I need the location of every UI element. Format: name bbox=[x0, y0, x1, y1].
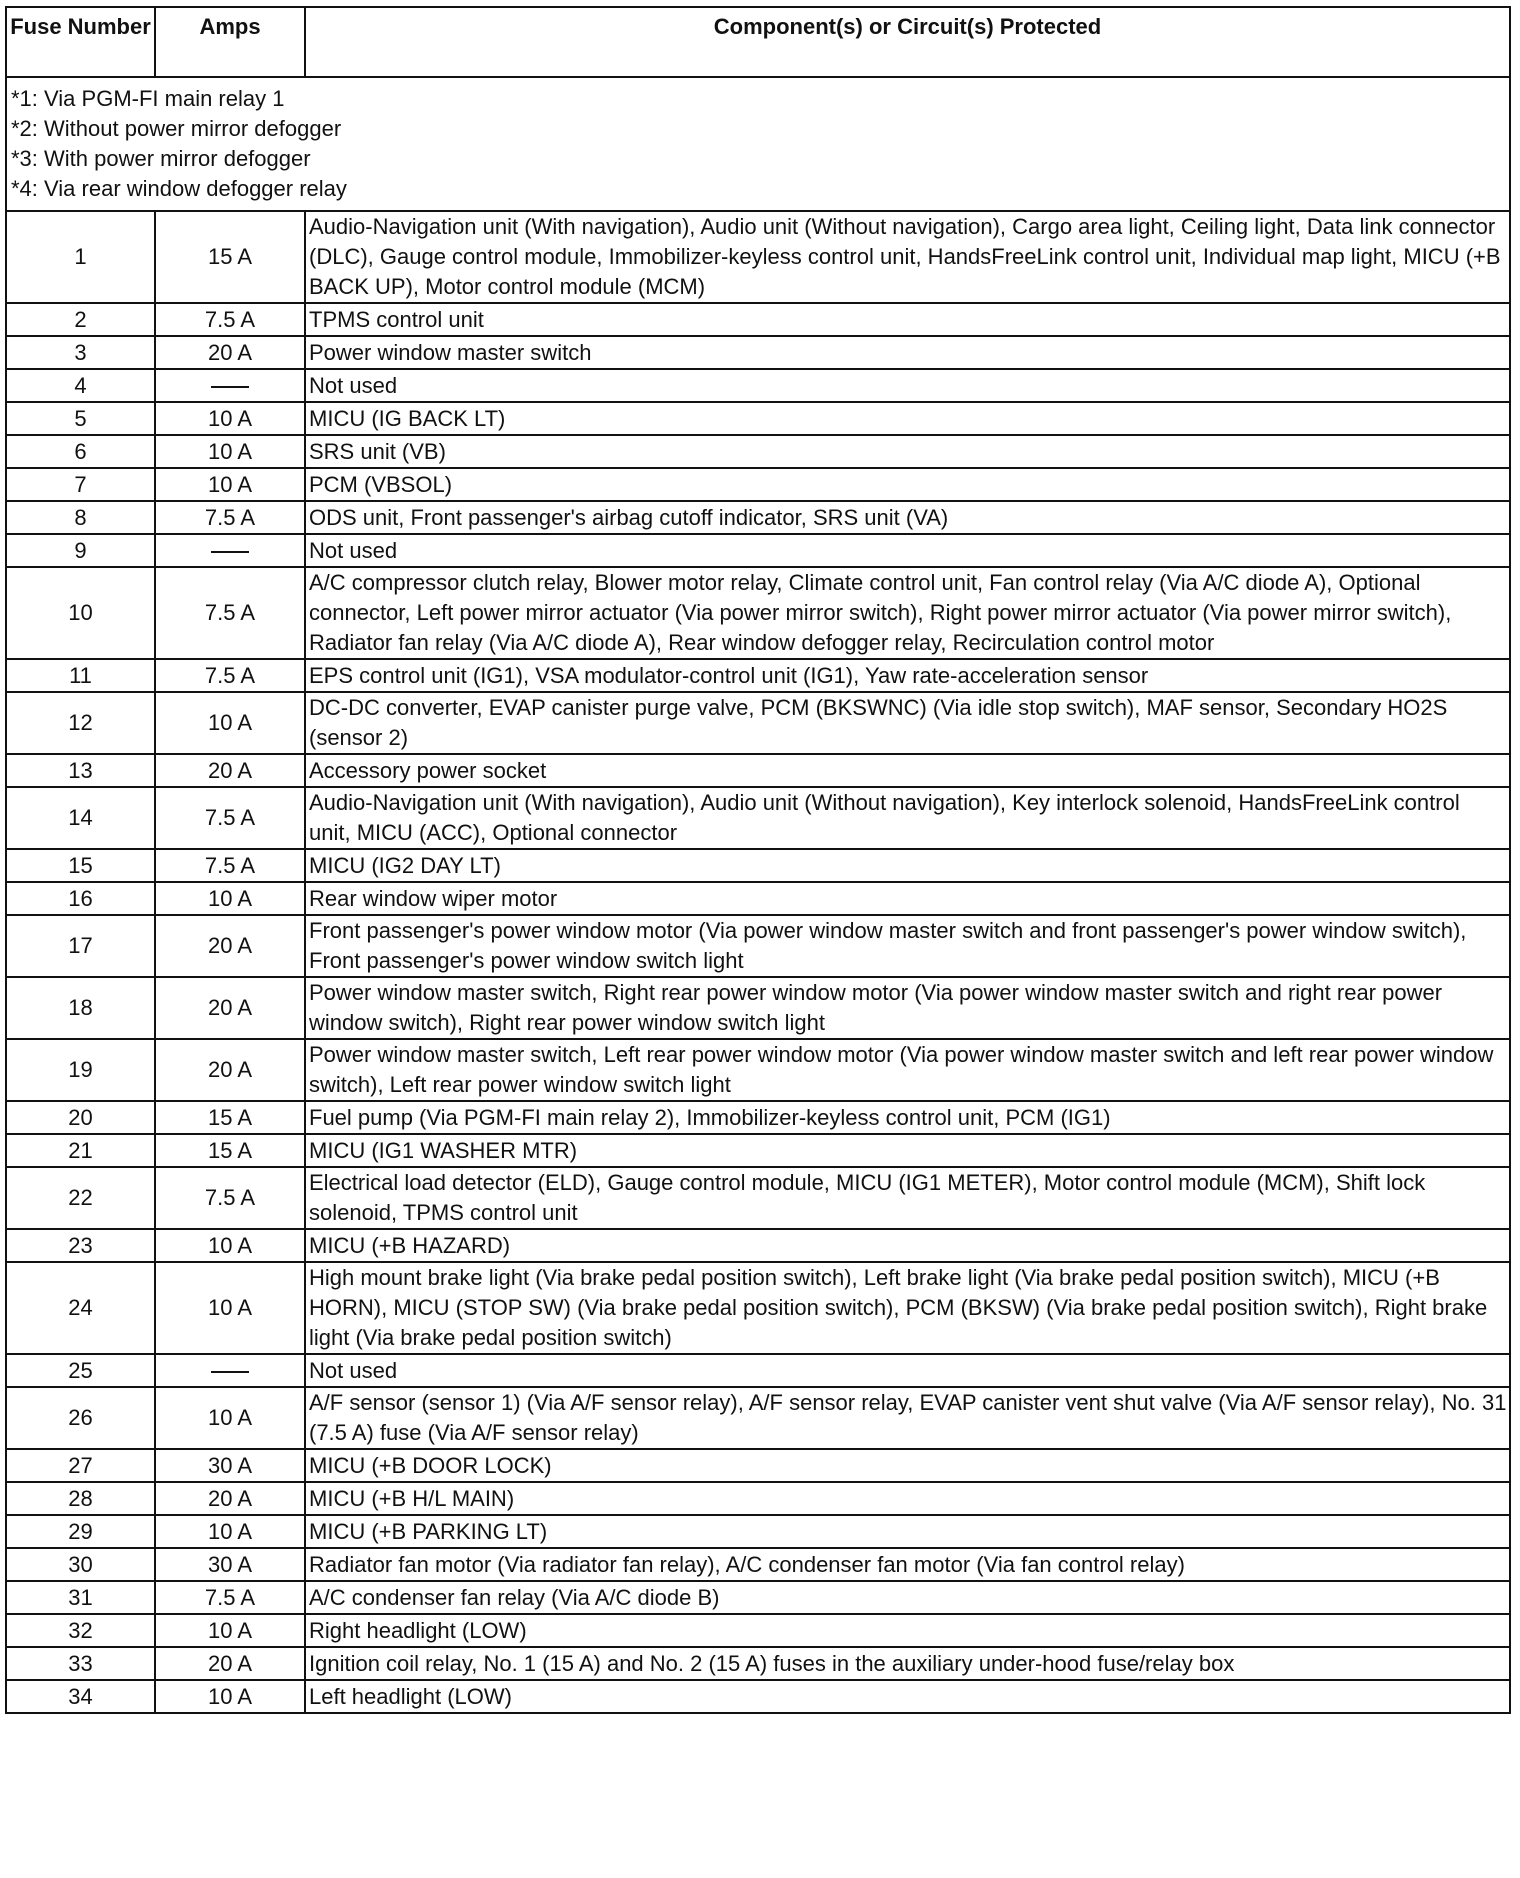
component-cell: MICU (IG BACK LT) bbox=[305, 402, 1510, 435]
fuse-table bbox=[5, 6, 1511, 1714]
component-cell: MICU (IG1 WASHER MTR) bbox=[305, 1134, 1510, 1167]
amps-cell: 7.5 A bbox=[155, 787, 305, 849]
not-used-dash bbox=[211, 1371, 249, 1373]
component-cell: MICU (+B H/L MAIN) bbox=[305, 1482, 1510, 1515]
table-row bbox=[6, 211, 1510, 303]
fuse-number-cell: 21 bbox=[6, 1134, 155, 1167]
table-row bbox=[6, 1614, 1510, 1647]
table-row bbox=[6, 1515, 1510, 1548]
component-cell: SRS unit (VB) bbox=[305, 435, 1510, 468]
component-cell: A/F sensor (sensor 1) (Via A/F sensor relay), A/F sensor relay, EVAP canister vent shut valve (Via A/F sensor relay), No. 31 (7.5 A) fuse (Via A/F sensor relay) bbox=[305, 1387, 1510, 1449]
component-cell: ODS unit, Front passenger's airbag cutoff indicator, SRS unit (VA) bbox=[305, 501, 1510, 534]
fuse-number-cell: 17 bbox=[6, 915, 155, 977]
table-row bbox=[6, 1262, 1510, 1354]
component-cell: Rear window wiper motor bbox=[305, 882, 1510, 915]
amps-cell: 10 A bbox=[155, 1262, 305, 1354]
table-row bbox=[6, 501, 1510, 534]
fuse-number-cell: 31 bbox=[6, 1581, 155, 1614]
fuse-number-cell: 6 bbox=[6, 435, 155, 468]
table-row bbox=[6, 402, 1510, 435]
amps-cell: 20 A bbox=[155, 1647, 305, 1680]
table-row bbox=[6, 1039, 1510, 1101]
fuse-number-cell: 27 bbox=[6, 1449, 155, 1482]
footnotes bbox=[6, 77, 1510, 211]
fuse-number-cell: 22 bbox=[6, 1167, 155, 1229]
component-cell: MICU (+B PARKING LT) bbox=[305, 1515, 1510, 1548]
amps-cell: 10 A bbox=[155, 1614, 305, 1647]
component-cell: Electrical load detector (ELD), Gauge control module, MICU (IG1 METER), Motor control module (MCM), Shift lock solenoid, TPMS control unit bbox=[305, 1167, 1510, 1229]
fuse-number-cell: 15 bbox=[6, 849, 155, 882]
fuse-number-cell: 10 bbox=[6, 567, 155, 659]
table-row bbox=[6, 692, 1510, 754]
amps-cell: 10 A bbox=[155, 1387, 305, 1449]
header-row bbox=[6, 7, 1510, 77]
not-used-dash bbox=[211, 386, 249, 388]
component-cell: Not used bbox=[305, 1354, 1510, 1387]
amps-cell bbox=[155, 1354, 305, 1387]
fuse-number-cell: 20 bbox=[6, 1101, 155, 1134]
amps-cell: 7.5 A bbox=[155, 1167, 305, 1229]
amps-cell: 7.5 A bbox=[155, 303, 305, 336]
fuse-number-cell: 23 bbox=[6, 1229, 155, 1262]
amps-cell: 30 A bbox=[155, 1548, 305, 1581]
footnote: *2: Without power mirror defogger bbox=[11, 116, 342, 141]
table-row bbox=[6, 1548, 1510, 1581]
fuse-number-cell: 1 bbox=[6, 211, 155, 303]
component-cell: Left headlight (LOW) bbox=[305, 1680, 1510, 1713]
fuse-number-cell: 2 bbox=[6, 303, 155, 336]
fuse-number-cell: 9 bbox=[6, 534, 155, 567]
component-cell: High mount brake light (Via brake pedal position switch), Left brake light (Via brake pedal position switch), MICU (+B HORN), MICU (STOP SW) (Via brake pedal position switch), PCM (BKSW) (Via brake pedal position switch), Right brake light (Via brake pedal position switch) bbox=[305, 1262, 1510, 1354]
component-cell: Audio-Navigation unit (With navigation), Audio unit (Without navigation), Key interlock solenoid, HandsFreeLink control unit, MICU (ACC), Optional connector bbox=[305, 787, 1510, 849]
fuse-number-cell: 29 bbox=[6, 1515, 155, 1548]
table-row bbox=[6, 787, 1510, 849]
table-row bbox=[6, 303, 1510, 336]
amps-cell bbox=[155, 534, 305, 567]
fuse-number-cell: 5 bbox=[6, 402, 155, 435]
amps-cell: 20 A bbox=[155, 1482, 305, 1515]
footnote: *3: With power mirror defogger bbox=[11, 146, 311, 171]
table-row bbox=[6, 336, 1510, 369]
not-used-dash bbox=[211, 551, 249, 553]
fuse-number-cell: 13 bbox=[6, 754, 155, 787]
component-cell: Not used bbox=[305, 369, 1510, 402]
fuse-number-cell: 26 bbox=[6, 1387, 155, 1449]
fuse-number-cell: 4 bbox=[6, 369, 155, 402]
component-cell: Right headlight (LOW) bbox=[305, 1614, 1510, 1647]
table-row bbox=[6, 369, 1510, 402]
fuse-number-cell: 8 bbox=[6, 501, 155, 534]
fuse-number-cell: 3 bbox=[6, 336, 155, 369]
fuse-number-cell: 19 bbox=[6, 1039, 155, 1101]
component-cell: MICU (+B HAZARD) bbox=[305, 1229, 1510, 1262]
footnote: *4: Via rear window defogger relay bbox=[11, 176, 347, 201]
fuse-number-cell: 14 bbox=[6, 787, 155, 849]
amps-cell: 10 A bbox=[155, 402, 305, 435]
component-cell: Ignition coil relay, No. 1 (15 A) and No. 2 (15 A) fuses in the auxiliary under-hood fuse/relay box bbox=[305, 1647, 1510, 1680]
table-row bbox=[6, 1167, 1510, 1229]
component-cell: TPMS control unit bbox=[305, 303, 1510, 336]
table-row bbox=[6, 534, 1510, 567]
table-row bbox=[6, 1134, 1510, 1167]
component-cell: Accessory power socket bbox=[305, 754, 1510, 787]
amps-cell: 7.5 A bbox=[155, 567, 305, 659]
component-cell: Radiator fan motor (Via radiator fan relay), A/C condenser fan motor (Via fan control relay) bbox=[305, 1548, 1510, 1581]
table-row bbox=[6, 915, 1510, 977]
component-cell: MICU (+B DOOR LOCK) bbox=[305, 1449, 1510, 1482]
amps-cell: 7.5 A bbox=[155, 659, 305, 692]
component-cell: Not used bbox=[305, 534, 1510, 567]
amps-cell: 30 A bbox=[155, 1449, 305, 1482]
amps-cell: 20 A bbox=[155, 336, 305, 369]
table-row bbox=[6, 1482, 1510, 1515]
amps-cell: 20 A bbox=[155, 754, 305, 787]
component-cell: PCM (VBSOL) bbox=[305, 468, 1510, 501]
table-row bbox=[6, 1449, 1510, 1482]
table-row bbox=[6, 849, 1510, 882]
fuse-number-cell: 24 bbox=[6, 1262, 155, 1354]
component-cell: Power window master switch, Left rear power window motor (Via power window master switch and left rear power window switch), Left rear power window switch light bbox=[305, 1039, 1510, 1101]
component-cell: Power window master switch bbox=[305, 336, 1510, 369]
header-components: Component(s) or Circuit(s) Protected bbox=[305, 7, 1510, 77]
amps-cell: 7.5 A bbox=[155, 849, 305, 882]
component-cell: DC-DC converter, EVAP canister purge valve, PCM (BKSWNC) (Via idle stop switch), MAF sensor, Secondary HO2S (sensor 2) bbox=[305, 692, 1510, 754]
amps-cell: 7.5 A bbox=[155, 1581, 305, 1614]
header-fuse-number: Fuse Number bbox=[6, 7, 155, 77]
amps-cell: 10 A bbox=[155, 1680, 305, 1713]
amps-cell: 10 A bbox=[155, 1229, 305, 1262]
amps-cell: 20 A bbox=[155, 1039, 305, 1101]
amps-cell: 20 A bbox=[155, 915, 305, 977]
amps-cell: 10 A bbox=[155, 468, 305, 501]
table-row bbox=[6, 977, 1510, 1039]
fuse-number-cell: 16 bbox=[6, 882, 155, 915]
component-cell: MICU (IG2 DAY LT) bbox=[305, 849, 1510, 882]
fuse-number-cell: 34 bbox=[6, 1680, 155, 1713]
fuse-number-cell: 32 bbox=[6, 1614, 155, 1647]
amps-cell: 7.5 A bbox=[155, 501, 305, 534]
header-amps: Amps bbox=[155, 7, 305, 77]
table-row bbox=[6, 468, 1510, 501]
fuse-number-cell: 33 bbox=[6, 1647, 155, 1680]
amps-cell: 10 A bbox=[155, 435, 305, 468]
table-row bbox=[6, 1354, 1510, 1387]
fuse-number-cell: 11 bbox=[6, 659, 155, 692]
amps-cell: 10 A bbox=[155, 692, 305, 754]
component-cell: Audio-Navigation unit (With navigation), Audio unit (Without navigation), Cargo area light, Ceiling light, Data link connector (DLC), Gauge control module, Immobilizer-keyless control unit, HandsFreeLink control unit, Individual map light, MICU (+B BACK UP), Motor control module (MCM) bbox=[305, 211, 1510, 303]
notes-row bbox=[6, 77, 1510, 211]
amps-cell: 20 A bbox=[155, 977, 305, 1039]
amps-cell: 15 A bbox=[155, 211, 305, 303]
amps-cell: 10 A bbox=[155, 1515, 305, 1548]
fuse-number-cell: 12 bbox=[6, 692, 155, 754]
amps-cell bbox=[155, 369, 305, 402]
table-row bbox=[6, 1229, 1510, 1262]
component-cell: A/C compressor clutch relay, Blower motor relay, Climate control unit, Fan control relay (Via A/C diode A), Optional connector, Left power mirror actuator (Via power mirror switch), Right power mirror actuator (Via power mirror switch), Radiator fan relay (Via A/C diode A), Rear window defogger relay, Recirculation control motor bbox=[305, 567, 1510, 659]
fuse-number-cell: 7 bbox=[6, 468, 155, 501]
table-row bbox=[6, 659, 1510, 692]
amps-cell: 15 A bbox=[155, 1134, 305, 1167]
table-row bbox=[6, 1387, 1510, 1449]
table-row bbox=[6, 882, 1510, 915]
fuse-number-cell: 25 bbox=[6, 1354, 155, 1387]
component-cell: EPS control unit (IG1), VSA modulator-control unit (IG1), Yaw rate-acceleration sensor bbox=[305, 659, 1510, 692]
table-row bbox=[6, 754, 1510, 787]
fuse-table-page bbox=[5, 6, 1509, 1714]
amps-cell: 10 A bbox=[155, 882, 305, 915]
table-row bbox=[6, 1647, 1510, 1680]
fuse-number-cell: 28 bbox=[6, 1482, 155, 1515]
table-row bbox=[6, 1101, 1510, 1134]
amps-cell: 15 A bbox=[155, 1101, 305, 1134]
component-cell: Fuel pump (Via PGM-FI main relay 2), Immobilizer-keyless control unit, PCM (IG1) bbox=[305, 1101, 1510, 1134]
component-cell: Front passenger's power window motor (Via power window master switch and front passenger's power window switch), Front passenger's power window switch light bbox=[305, 915, 1510, 977]
table-row bbox=[6, 567, 1510, 659]
fuse-number-cell: 18 bbox=[6, 977, 155, 1039]
table-row bbox=[6, 435, 1510, 468]
component-cell: Power window master switch, Right rear power window motor (Via power window master switch and right rear power window switch), Right rear power window switch light bbox=[305, 977, 1510, 1039]
table-row bbox=[6, 1581, 1510, 1614]
fuse-number-cell: 30 bbox=[6, 1548, 155, 1581]
table-row bbox=[6, 1680, 1510, 1713]
component-cell: A/C condenser fan relay (Via A/C diode B) bbox=[305, 1581, 1510, 1614]
footnote: *1: Via PGM-FI main relay 1 bbox=[11, 86, 285, 111]
